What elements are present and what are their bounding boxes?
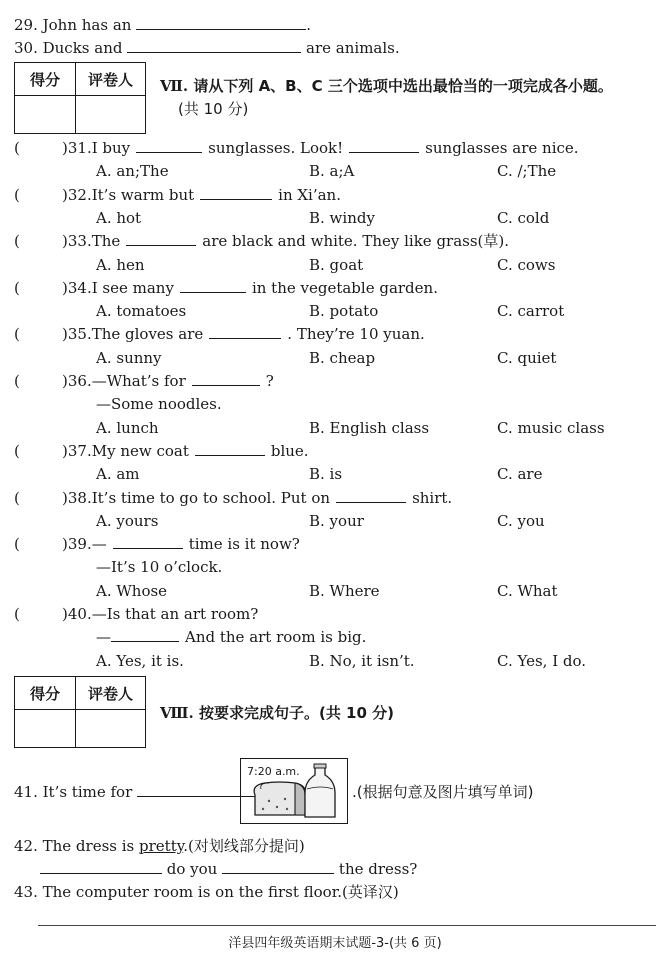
question-text: It’s warm but xyxy=(91,185,195,204)
option-b[interactable]: B. Where xyxy=(309,581,380,600)
option-c[interactable]: C. cold xyxy=(497,208,550,227)
score-cell[interactable] xyxy=(15,710,76,748)
question-30-text: 30. Ducks and xyxy=(14,39,123,57)
answer-blank[interactable] xyxy=(113,534,183,549)
dialogue-text: —It’s 10 o’clock. xyxy=(96,558,223,577)
question-stem xyxy=(62,370,274,392)
question-stem xyxy=(62,137,579,159)
option-a[interactable]: A. yours xyxy=(96,511,159,530)
dialogue-line xyxy=(96,626,366,648)
option-c[interactable]: C. Yes, I do. xyxy=(497,651,587,670)
question-41-text: 41. It’s time for xyxy=(14,783,133,801)
question-41 xyxy=(14,781,257,803)
grader-label: 评卷人 xyxy=(76,677,146,710)
question-42-text: 42. The dress is xyxy=(14,837,135,855)
answer-paren[interactable]: ( xyxy=(14,139,20,157)
option-a[interactable]: A. am xyxy=(96,465,140,484)
section-7-title xyxy=(160,74,613,98)
option-c[interactable]: C. are xyxy=(497,465,543,484)
question-text: in Xi’an. xyxy=(278,185,341,204)
option-b[interactable]: B. your xyxy=(309,511,364,530)
question-text: sunglasses are nice. xyxy=(425,139,579,157)
option-a[interactable]: A. hen xyxy=(96,255,145,274)
question-text: — xyxy=(91,535,107,554)
question-text: time is it now? xyxy=(188,535,300,554)
breakfast-picture xyxy=(240,758,348,824)
question-number: )35. xyxy=(62,325,92,344)
score-label: 得分 xyxy=(15,63,76,96)
question-43-text: 43. The computer room is on the first floor.(英译汉) xyxy=(14,883,399,901)
question-text: The xyxy=(91,232,121,251)
option-c[interactable]: C. quiet xyxy=(497,348,557,367)
question-number: )32. xyxy=(62,185,92,204)
question-text: . They’re 10 yuan. xyxy=(287,325,425,344)
option-b[interactable]: B. is xyxy=(309,465,343,484)
answer-blank[interactable] xyxy=(336,488,406,503)
answer-paren[interactable]: ( xyxy=(14,372,20,390)
underlined-word: pretty xyxy=(139,837,184,855)
option-a[interactable]: A. tomatoes xyxy=(96,302,187,321)
question-30 xyxy=(14,37,400,59)
question-text: It’s time to go to school. Put on xyxy=(91,488,331,507)
score-box-section-8 xyxy=(14,676,146,748)
answer-blank[interactable] xyxy=(136,138,202,153)
grader-cell[interactable] xyxy=(76,710,146,748)
option-b[interactable]: B. cheap xyxy=(309,348,376,367)
answer-paren[interactable]: ( xyxy=(14,605,20,623)
section-7-points: (共 10 分) xyxy=(178,100,249,118)
question-number: )40. xyxy=(62,605,92,623)
question-43 xyxy=(14,881,399,903)
answer-blank[interactable] xyxy=(195,441,265,456)
option-c[interactable]: C. you xyxy=(497,511,545,530)
option-b[interactable]: B. windy xyxy=(309,208,375,227)
picture-time: 7:20 a.m. xyxy=(247,765,300,778)
question-text: The gloves are xyxy=(91,325,204,344)
option-c[interactable]: C. /;The xyxy=(497,162,557,181)
answer-paren[interactable]: ( xyxy=(14,185,20,204)
footer-divider xyxy=(38,925,656,926)
option-a[interactable]: A. Yes, it is. xyxy=(96,651,184,670)
option-b[interactable]: B. No, it isn’t. xyxy=(309,651,415,670)
answer-blank[interactable] xyxy=(111,627,179,642)
question-stem xyxy=(62,277,438,299)
question-text: —What’s for xyxy=(91,372,186,390)
option-b[interactable]: B. potato xyxy=(309,302,379,321)
section-8-roman: Ⅷ. xyxy=(160,704,194,722)
question-text: blue. xyxy=(270,441,309,460)
answer-blank[interactable] xyxy=(209,324,281,339)
option-c[interactable]: C. What xyxy=(497,581,558,600)
answer-paren[interactable]: ( xyxy=(14,325,20,344)
question-number: )39. xyxy=(62,535,92,554)
question-stem xyxy=(62,440,309,462)
dialogue-text: — xyxy=(96,628,111,647)
answer-blank[interactable] xyxy=(180,278,246,293)
question-stem xyxy=(62,603,258,625)
option-b[interactable]: B. goat xyxy=(309,255,364,274)
bread-milk-icon xyxy=(241,759,347,823)
grader-label: 评卷人 xyxy=(76,63,146,96)
answer-paren[interactable]: ( xyxy=(14,278,20,297)
option-a[interactable]: A. an;The xyxy=(96,162,169,181)
question-stem xyxy=(62,323,425,345)
question-42 xyxy=(14,835,305,857)
answer-paren[interactable]: ( xyxy=(14,535,20,554)
question-number: )34. xyxy=(62,278,92,297)
dialogue-text: And the art room is big. xyxy=(185,628,367,647)
dialogue-line xyxy=(96,556,222,578)
question-42-instruction: .(对划线部分提问) xyxy=(183,837,305,855)
answer-paren[interactable]: ( xyxy=(14,488,20,507)
section-7-roman: Ⅶ. xyxy=(160,77,189,95)
dialogue-line xyxy=(96,393,222,415)
question-stem xyxy=(62,230,509,252)
question-29 xyxy=(14,14,311,36)
answer-blank[interactable] xyxy=(192,371,260,386)
question-text: I buy xyxy=(91,139,131,157)
answer-blank-29[interactable] xyxy=(136,15,306,30)
question-42-answer-line xyxy=(14,858,417,880)
option-c[interactable]: C. cows xyxy=(497,255,556,274)
question-text: —Is that an art room? xyxy=(91,605,259,623)
question-text: ? xyxy=(265,372,274,390)
question-number: )33. xyxy=(62,232,92,251)
question-29-text: 29. John has an xyxy=(14,16,132,34)
question-text: are black and white. They like grass(草). xyxy=(202,232,510,251)
question-number: )31. xyxy=(62,139,92,157)
option-a[interactable]: A. sunny xyxy=(96,348,162,367)
option-b[interactable]: B. a;A xyxy=(309,162,355,181)
answer-paren[interactable]: ( xyxy=(14,441,20,460)
answer-blank[interactable] xyxy=(126,231,196,246)
grader-cell[interactable] xyxy=(76,96,146,134)
question-41-hint xyxy=(352,781,533,803)
section-7-instruction: 请从下列 A、B、C 三个选项中选出最恰当的一项完成各小题。 xyxy=(193,77,613,95)
answer-blank-30[interactable] xyxy=(127,38,301,53)
answer-paren[interactable]: ( xyxy=(14,232,20,251)
question-42-end: the dress? xyxy=(338,860,418,878)
question-41-hint-text: .(根据句意及图片填写单词) xyxy=(352,783,534,801)
answer-blank-42a[interactable] xyxy=(40,859,162,874)
option-c[interactable]: C. music class xyxy=(497,418,605,437)
question-number: )37. xyxy=(62,441,92,460)
question-stem xyxy=(62,184,341,206)
dialogue-text: —Some noodles. xyxy=(96,395,222,414)
section-8-title xyxy=(160,701,394,725)
question-text: I see many xyxy=(91,278,174,297)
section-8-instruction: 按要求完成句子。(共 10 分) xyxy=(198,704,394,722)
option-b[interactable]: B. English class xyxy=(309,418,430,437)
question-29-end: . xyxy=(306,16,311,34)
question-number: )36. xyxy=(62,372,92,390)
question-42-mid: do you xyxy=(166,860,218,878)
answer-blank[interactable] xyxy=(349,138,419,153)
score-label: 得分 xyxy=(15,677,76,710)
question-30-end: are animals. xyxy=(306,39,400,57)
question-stem xyxy=(62,487,452,509)
question-stem xyxy=(62,533,300,555)
question-text: in the vegetable garden. xyxy=(251,278,438,297)
answer-blank[interactable] xyxy=(200,185,272,200)
page-footer: 洋县四年级英语期末试题-3-(共 6 页) xyxy=(228,936,442,951)
score-cell[interactable] xyxy=(15,96,76,134)
option-a[interactable]: A. hot xyxy=(96,208,142,227)
score-box-section-7 xyxy=(14,62,146,134)
question-text: My new coat xyxy=(91,441,189,460)
option-a[interactable]: A. lunch xyxy=(96,418,159,437)
question-text: sunglasses. Look! xyxy=(208,139,344,157)
answer-blank-42b[interactable] xyxy=(222,859,334,874)
option-c[interactable]: C. carrot xyxy=(497,302,565,321)
question-text: shirt. xyxy=(412,488,453,507)
question-number: )38. xyxy=(62,488,92,507)
option-a[interactable]: A. Whose xyxy=(96,581,168,600)
